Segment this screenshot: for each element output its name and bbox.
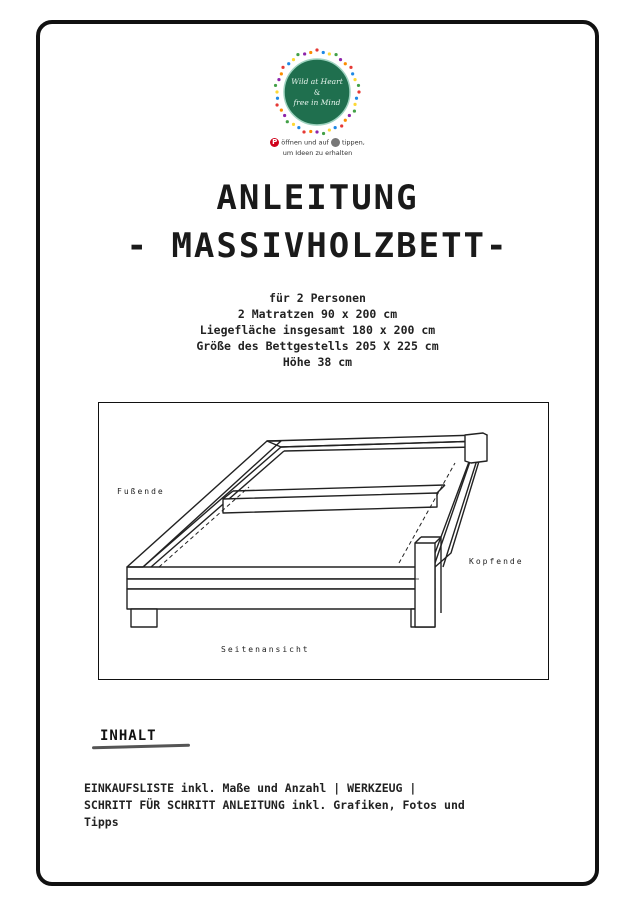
title-line2: - MASSIVHOLZBETT-	[126, 226, 509, 266]
pinterest-icon[interactable]: P	[272, 138, 278, 146]
logo-dot	[357, 84, 360, 87]
label-foot-end: Fußende	[117, 487, 165, 496]
logo-dot	[353, 109, 356, 112]
pinterest-hint-line2: um Ideen zu erhalten	[282, 149, 353, 157]
logo-line1: Wild at Heart	[291, 77, 343, 86]
logo-dot	[287, 62, 290, 65]
logo-line3: free in Mind	[293, 98, 341, 107]
pinterest-text-after: tippen,	[342, 138, 365, 147]
label-side-view: Seitenansicht	[221, 645, 310, 654]
logo-line2: &	[313, 89, 321, 97]
pinterest-hint	[0, 138, 635, 147]
logo-dot	[303, 52, 306, 55]
logo-dot	[309, 51, 312, 54]
logo-dot	[274, 84, 277, 87]
logo-dot	[353, 78, 356, 81]
contents-text	[84, 780, 564, 831]
logo-dot	[292, 58, 295, 61]
logo-dot	[297, 126, 300, 129]
bed-drawing	[98, 402, 549, 680]
contents-line: Tipps	[84, 815, 119, 829]
bed-frame-illustration	[99, 403, 550, 681]
contents-heading: INHALT	[100, 728, 157, 744]
logo-dot	[280, 109, 283, 112]
logo-dot	[309, 130, 312, 133]
logo-dot	[344, 119, 347, 122]
logo-dot	[340, 124, 343, 127]
spec-line: 2 Matratzen 90 x 200 cm	[237, 307, 398, 321]
pinterest-text-before: öffnen und auf	[281, 138, 329, 147]
logo-dot	[302, 130, 305, 133]
logo-dot	[277, 78, 280, 81]
logo-dot	[322, 51, 325, 54]
logo-dot	[286, 120, 289, 123]
save-icon[interactable]	[331, 138, 340, 147]
logo-dot	[351, 72, 354, 75]
spec-line: für 2 Personen	[269, 291, 366, 305]
logo-dot	[355, 97, 358, 100]
title-line1: ANLEITUNG	[216, 178, 419, 218]
logo-dot	[349, 66, 352, 69]
logo-dot	[280, 72, 283, 75]
logo-dot	[334, 126, 337, 129]
logo-dot	[322, 132, 325, 135]
logo-dot	[276, 97, 279, 100]
logo-dot	[344, 62, 347, 65]
logo-dot	[339, 58, 342, 61]
logo-dot	[328, 128, 331, 131]
logo-dot	[348, 114, 351, 117]
logo-dot	[281, 66, 284, 69]
brand-logo	[271, 46, 363, 138]
logo-dot	[275, 90, 278, 93]
logo-dot	[315, 130, 318, 133]
logo-dot	[292, 123, 295, 126]
logo-dot	[328, 52, 331, 55]
logo-dot	[296, 53, 299, 56]
spec-line: Größe des Bettgestells 205 X 225 cm	[196, 339, 439, 353]
logo-dot	[315, 48, 318, 51]
logo-dot	[353, 103, 356, 106]
logo-graphic	[271, 46, 363, 138]
logo-dot	[334, 53, 337, 56]
logo-dot	[275, 103, 278, 106]
label-head-end: Kopfende	[469, 557, 524, 566]
spec-line: Liegefläche insgesamt 180 x 200 cm	[199, 323, 436, 337]
specs-block	[0, 290, 635, 370]
contents-line: SCHRITT FÜR SCHRITT ANLEITUNG inkl. Grafiken, Fotos und	[84, 798, 465, 812]
logo-dot	[357, 90, 360, 93]
logo-dot	[283, 114, 286, 117]
contents-line: EINKAUFSLISTE inkl. Maße und Anzahl | WERKZEUG |	[84, 781, 417, 795]
spec-line: Höhe 38 cm	[282, 355, 353, 369]
